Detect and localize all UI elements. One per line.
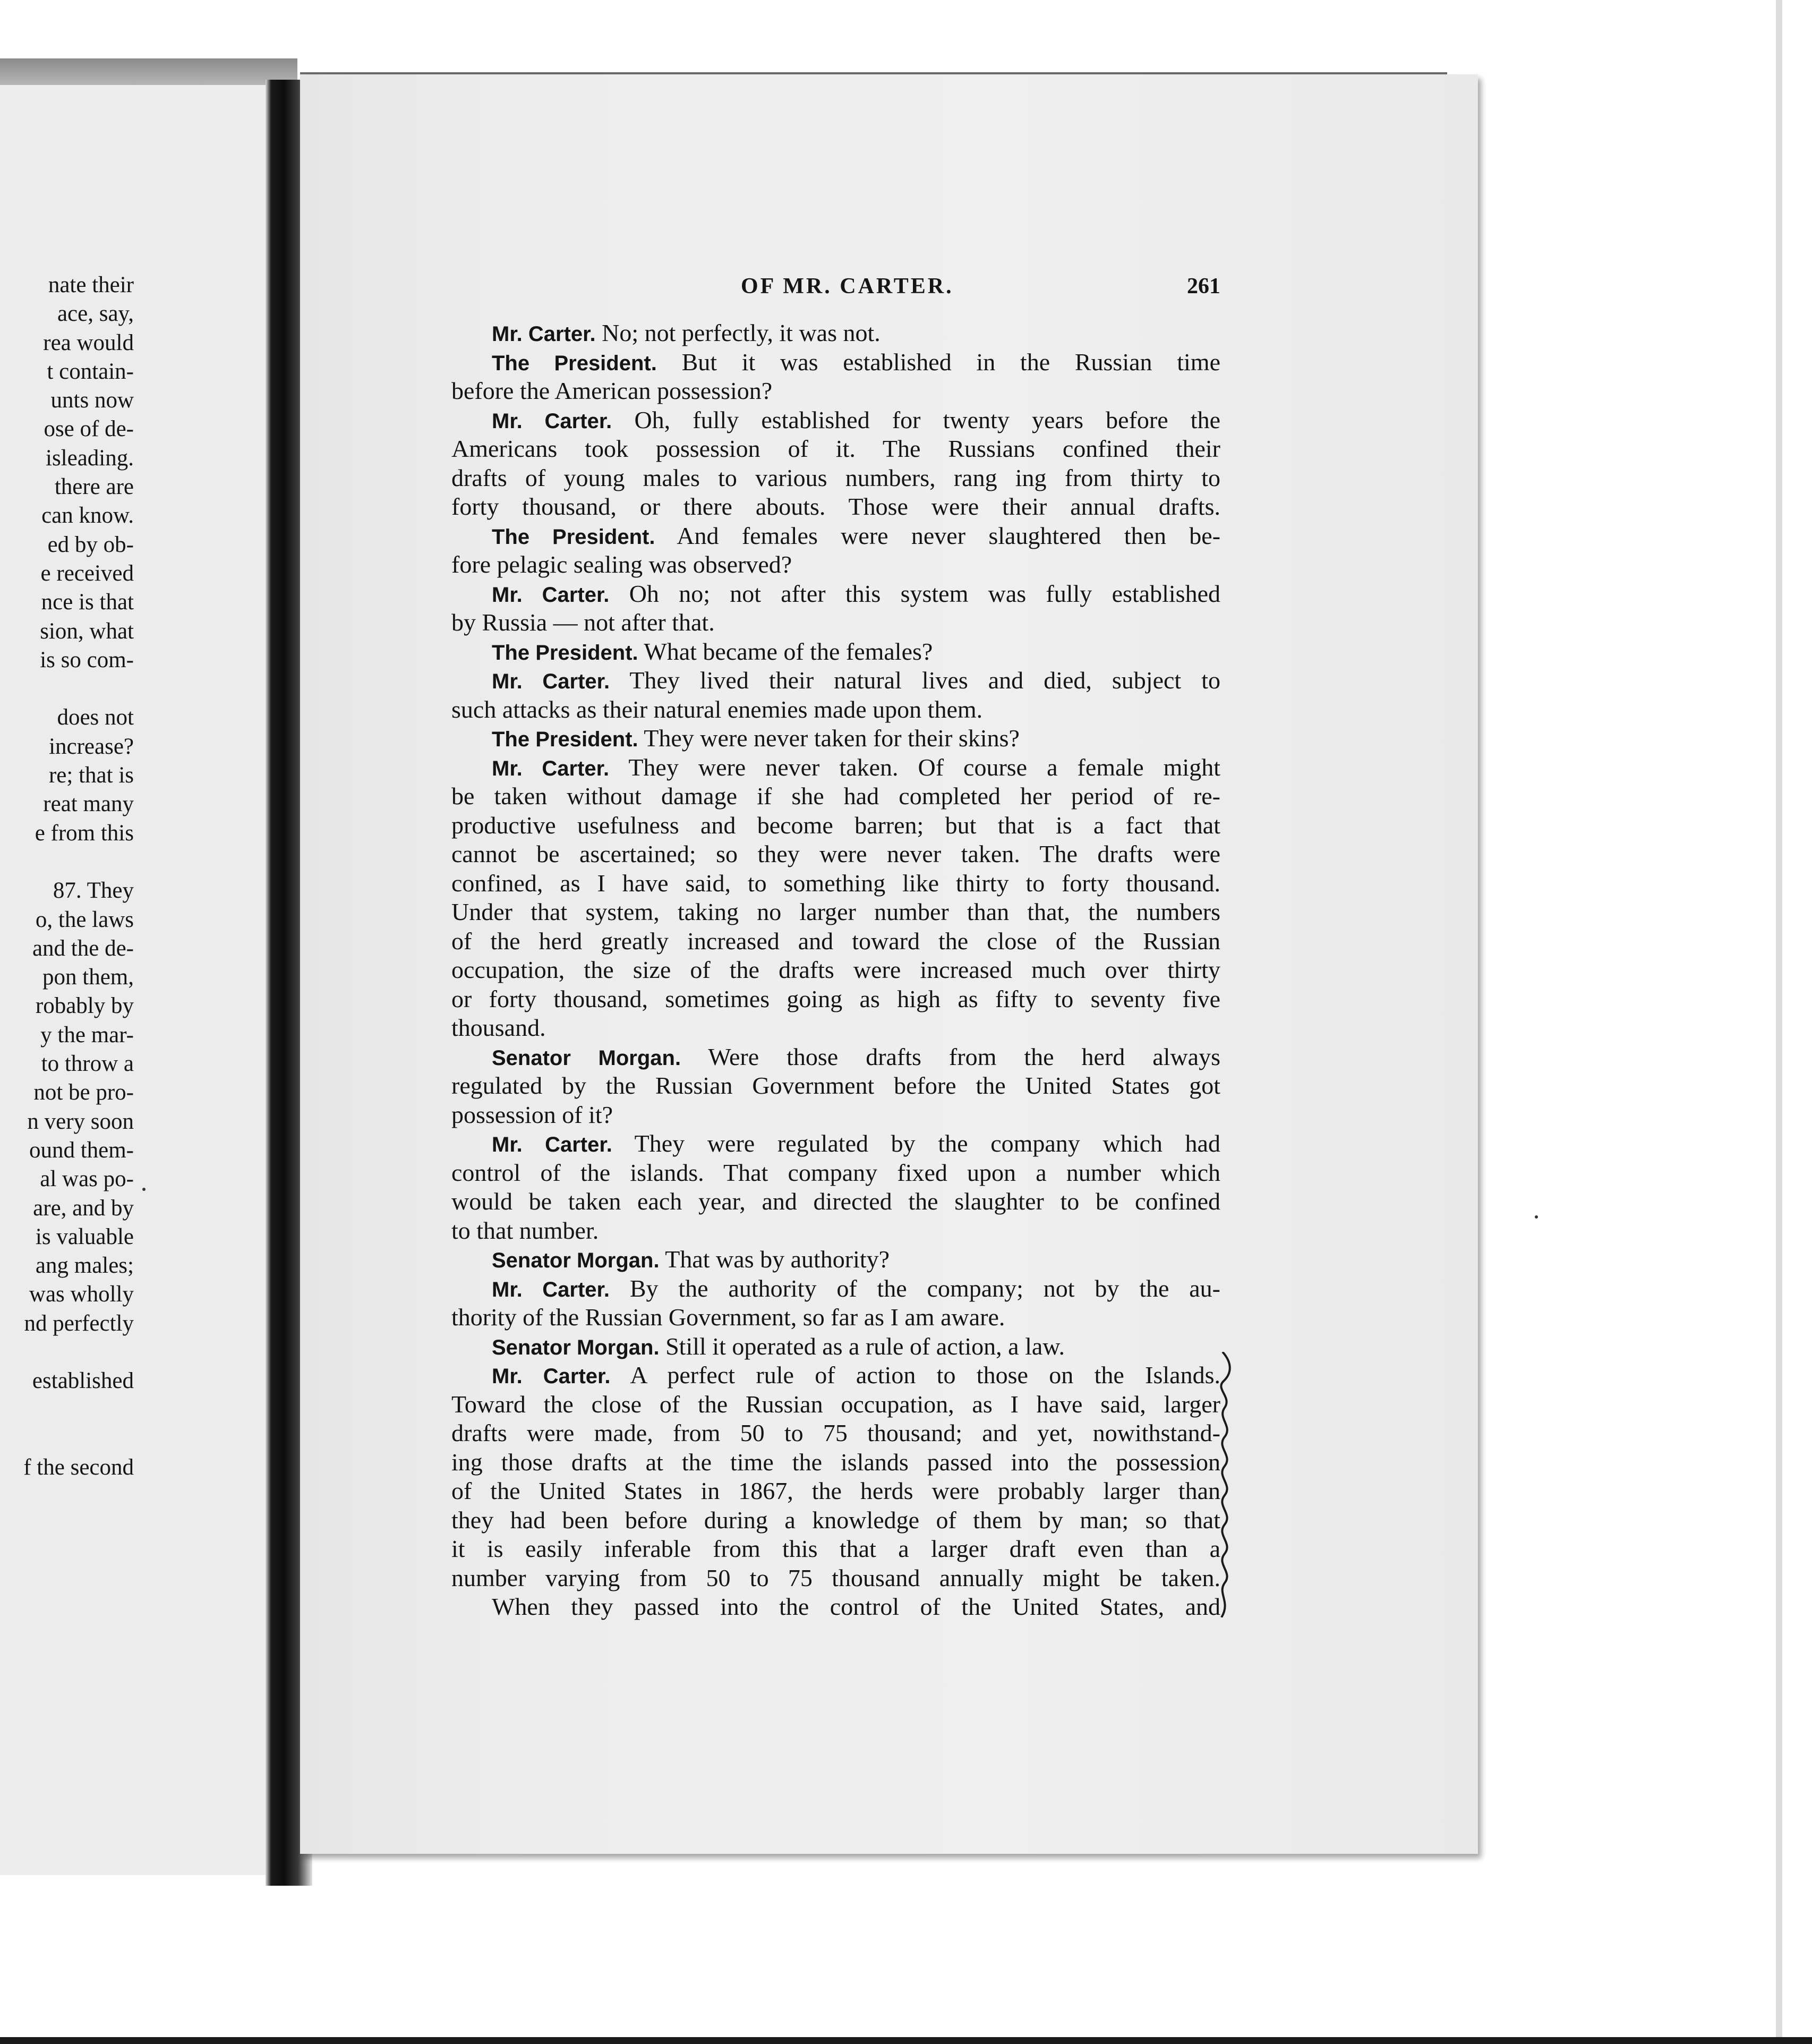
line-text: thousand. <box>451 1014 546 1041</box>
scan-right-border <box>1776 0 1782 2044</box>
scan-bottom-border <box>0 2037 1812 2044</box>
line-text: Still it operated as a rule of action, a law. <box>659 1332 1065 1360</box>
line-text: What became of the females? <box>638 637 933 665</box>
text-line <box>451 319 1220 348</box>
line-text: be taken without damage if she had completed her period of re- <box>451 782 1220 810</box>
text-line <box>451 1274 1220 1304</box>
text-line <box>451 1535 1220 1564</box>
left-text-line: isleading. <box>46 445 134 471</box>
text-line <box>451 1043 1220 1072</box>
line-text: by Russia — not after that. <box>451 609 715 636</box>
line-text: Under that system, taking no larger number than that, the numbers <box>451 898 1220 925</box>
line-text: Oh no; not after this system was fully established <box>609 580 1220 607</box>
left-text-line: established <box>32 1368 134 1394</box>
text-line <box>451 435 1220 464</box>
left-text-line: there are <box>54 474 134 500</box>
line-text: number varying from 50 to 75 thousand annually might be taken. <box>451 1564 1220 1591</box>
left-text-line: t contain- <box>47 359 134 384</box>
line-text: of the herd greatly increased and toward the close of the Russian <box>451 927 1220 955</box>
left-text-line: is so com- <box>40 647 134 672</box>
left-text-line <box>0 675 134 703</box>
speaker-name: The President. <box>492 525 655 549</box>
left-text-line: ace, say, <box>57 301 134 327</box>
left-page-text <box>0 271 134 1482</box>
left-text-line: nd perfectly <box>24 1310 134 1336</box>
line-text: Were those drafts from the herd always <box>681 1043 1220 1070</box>
line-text: But it was established in the Russian time <box>656 348 1221 376</box>
text-line <box>451 753 1220 782</box>
speck <box>142 1188 146 1191</box>
speaker-name: Senator Morgan. <box>492 1046 681 1070</box>
line-text: That was by authority? <box>659 1246 890 1273</box>
left-text-line: ound them- <box>29 1137 134 1163</box>
text-line <box>451 898 1220 927</box>
left-text-line: nce is that <box>41 590 134 615</box>
speaker-name: Mr. Carter. <box>492 756 610 780</box>
left-text-line: rea would <box>43 330 134 355</box>
text-line <box>451 464 1220 493</box>
text-line <box>451 724 1220 753</box>
line-text: such attacks as their natural enemies made upon them. <box>451 695 983 723</box>
text-line <box>451 492 1220 522</box>
text-line <box>451 550 1220 580</box>
line-text: drafts were made, from 50 to 75 thousand; and yet, nowithstand- <box>451 1419 1220 1446</box>
line-text: of the United States in 1867, the herds were probably larger than <box>451 1477 1220 1504</box>
line-text: Toward the close of the Russian occupation, as I have said, larger <box>451 1390 1220 1418</box>
line-text: confined, as I have said, to something like thirty to forty thousand. <box>451 869 1220 897</box>
text-line <box>451 927 1220 956</box>
text-line <box>451 840 1220 869</box>
line-text: drafts of young males to various numbers, rang ing from thirty to <box>451 464 1220 491</box>
left-text-line: e from this <box>35 820 134 846</box>
line-text: They were never taken. Of course a female might <box>609 753 1220 781</box>
text-line <box>451 782 1220 811</box>
speaker-name: The President. <box>492 351 657 375</box>
speaker-name: Senator Morgan. <box>492 1335 660 1359</box>
text-line <box>451 580 1220 609</box>
speck <box>1535 1215 1538 1219</box>
speaker-name: Mr. Carter. <box>492 1365 611 1388</box>
left-text-line: ang males; <box>35 1253 134 1279</box>
margin-brace-mark <box>1212 1352 1235 1617</box>
left-text-line: does not <box>57 705 134 730</box>
text-line <box>451 1071 1220 1101</box>
left-text-line <box>0 1425 134 1453</box>
line-text: it is easily inferable from this that a larger draft even than a <box>451 1535 1220 1562</box>
text-line <box>451 1506 1220 1535</box>
line-text: fore pelagic sealing was observed? <box>451 551 792 578</box>
line-text: thority of the Russian Government, so far as I am aware. <box>451 1304 1005 1331</box>
left-text-line: re; that is <box>48 763 134 788</box>
text-line <box>451 348 1220 377</box>
text-line <box>451 1332 1220 1361</box>
text-line <box>451 522 1220 551</box>
speaker-name: The President. <box>492 641 638 665</box>
text-line <box>451 1129 1220 1159</box>
text-line <box>451 1101 1220 1130</box>
line-text: Oh, fully established for twenty years before the <box>612 406 1220 433</box>
text-line <box>451 1419 1220 1448</box>
text-line <box>451 1477 1220 1506</box>
left-text-line: nate their <box>48 272 134 297</box>
left-text-line: is valuable <box>35 1224 134 1249</box>
text-line <box>451 608 1220 637</box>
left-text-line: al was po- <box>40 1166 134 1192</box>
line-text: ing those drafts at the time the islands passed into the possession <box>451 1448 1220 1476</box>
line-text: They were never taken for their skins? <box>638 725 1020 752</box>
text-line <box>451 666 1220 695</box>
line-text: possession of it? <box>451 1101 613 1128</box>
text-line <box>451 956 1220 985</box>
line-text: or forty thousand, sometimes going as high as fifty to seventy five <box>451 985 1220 1012</box>
line-text: By the authority of the company; not by the au- <box>610 1274 1221 1302</box>
line-text: control of the islands. That company fixed upon a number which <box>451 1159 1220 1186</box>
left-text-line <box>0 1396 134 1425</box>
text-line <box>451 637 1220 667</box>
line-text: regulated by the Russian Government before the United States got <box>451 1072 1220 1099</box>
text-line <box>451 1159 1220 1188</box>
text-line <box>451 811 1220 840</box>
text-line <box>451 1361 1220 1390</box>
speaker-name: Mr. Carter. <box>492 322 596 346</box>
left-text-line: e received <box>40 560 134 586</box>
left-text-line: and the de- <box>32 935 134 961</box>
text-line <box>451 406 1220 435</box>
left-text-line: ose of de- <box>44 416 134 442</box>
line-text: And females were never slaughtered then be- <box>655 522 1221 549</box>
text-line <box>451 869 1220 898</box>
text-line <box>451 1303 1220 1332</box>
speaker-name: Mr. Carter. <box>492 1277 610 1301</box>
speaker-name: Mr. Carter. <box>492 1133 612 1156</box>
left-text-line: can know. <box>41 503 134 529</box>
transcript-body <box>451 319 1221 1622</box>
left-text-line: n very soon <box>27 1109 134 1134</box>
text-line <box>451 1216 1220 1246</box>
left-text-line <box>0 1338 134 1367</box>
left-text-line: f the second <box>23 1455 134 1480</box>
line-text: They lived their natural lives and died, subject to <box>610 667 1220 694</box>
text-line <box>451 695 1220 725</box>
text-line <box>451 985 1220 1014</box>
line-text: forty thousand, or there abouts. Those were their annual drafts. <box>451 493 1220 520</box>
line-text: occupation, the size of the drafts were increased much over thirty <box>451 956 1220 983</box>
left-text-line: sion, what <box>40 618 134 644</box>
text-line <box>451 377 1220 406</box>
left-text-line: are, and by <box>33 1195 134 1221</box>
text-line <box>451 1187 1220 1216</box>
line-text: A perfect rule of action to those on the Islands. <box>610 1361 1220 1389</box>
text-line <box>451 1390 1220 1419</box>
speaker-name: Senator Morgan. <box>492 1249 660 1272</box>
left-text-line: was wholly <box>29 1282 134 1307</box>
line-text: would be taken each year, and directed the slaughter to be confined <box>451 1188 1220 1215</box>
left-text-line: increase? <box>49 734 134 759</box>
text-line <box>451 1245 1220 1274</box>
line-text: before the American possession? <box>451 377 773 404</box>
text-line <box>451 1014 1220 1043</box>
left-text-line: to throw a <box>41 1051 134 1077</box>
left-text-line: pon them, <box>42 965 134 990</box>
left-text-line: y the mar- <box>40 1022 134 1047</box>
page-number: 261 <box>1187 274 1220 299</box>
left-text-line: unts now <box>50 388 134 413</box>
line-text: to that number. <box>451 1216 599 1244</box>
running-head: OF MR. CARTER. <box>741 274 954 299</box>
line-text: No; not perfectly, it was not. <box>595 319 881 346</box>
left-text-line: reat many <box>43 791 134 817</box>
text-line <box>451 1564 1220 1593</box>
line-text: They were regulated by the company which had <box>612 1130 1220 1157</box>
left-text-line: robably by <box>35 993 134 1019</box>
speaker-name: The President. <box>492 728 638 751</box>
line-text: productive usefulness and become barren; but that is a fact that <box>451 811 1220 839</box>
text-line <box>451 1448 1220 1477</box>
speaker-name: Mr. Carter. <box>492 409 612 433</box>
left-text-line <box>0 848 134 876</box>
speaker-name: Mr. Carter. <box>492 670 610 693</box>
left-text-line: o, the laws <box>35 907 134 932</box>
left-text-line: 87. They <box>53 878 134 904</box>
left-text-line: ed by ob- <box>47 532 134 557</box>
left-text-line: not be pro- <box>33 1080 134 1105</box>
speaker-name: Mr. Carter. <box>492 583 610 607</box>
line-text: they had been before during a knowledge of them by man; so that <box>451 1506 1220 1534</box>
line-text: When they passed into the control of the United States, and <box>492 1593 1220 1620</box>
line-text: cannot be ascertained; so they were never taken. The drafts were <box>451 840 1220 867</box>
text-line <box>451 1592 1220 1622</box>
line-text: Americans took possession of it. The Russians confined their <box>451 435 1220 462</box>
